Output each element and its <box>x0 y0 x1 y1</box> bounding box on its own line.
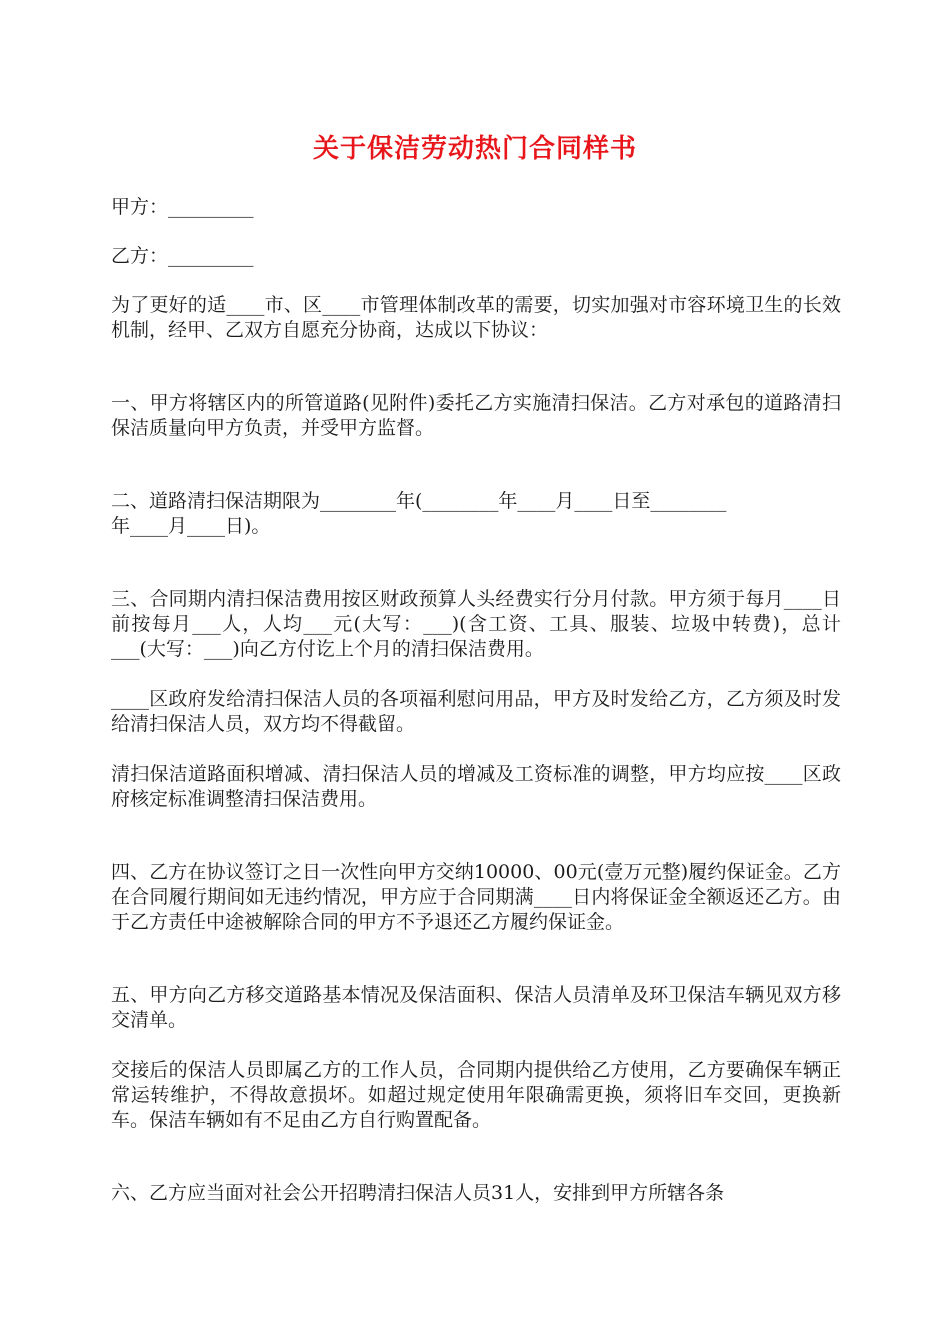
clause-2-line-2: 年____月____日)。 <box>111 515 271 537</box>
document-body <box>111 195 841 1206</box>
clause-5-handover-paragraph: 交接后的保洁人员即属乙方的工作人员，合同期内提供给乙方使用，乙方要确保车辆正常运转维护，不得故意损坏。如超过规定使用年限确需更换，须将旧车交回，更换新车。保洁车辆如有不足由乙方自行购置配备。 <box>111 1059 841 1131</box>
clause-6-paragraph: 六、乙方应当面对社会公开招聘清扫保洁人员31人，安排到甲方所辖各条 <box>111 1182 725 1204</box>
intro-paragraph: 为了更好的适____市、区____市管理体制改革的需要，切实加强对市容环境卫生的长效机制，经甲、乙双方自愿充分协商，达成以下协议： <box>111 294 841 341</box>
party-b-line: 乙方：_________ <box>111 245 254 267</box>
clause-2-line-1: 二、道路清扫保洁期限为________年(________年____月____日至________ <box>111 490 727 512</box>
clause-3-paragraph: 三、合同期内清扫保洁费用按区财政预算人头经费实行分月付款。甲方须于每月____日前按每月___人，人均___元(大写：___)(含工资、工具、服装、垃圾中转费)，总计___(大写：___)向乙方付讫上个月的清扫保洁费用。 <box>111 588 841 660</box>
clause-3-adjustment-paragraph: 清扫保洁道路面积增减、清扫保洁人员的增减及工资标准的调整，甲方均应按____区政府核定标准调整清扫保洁费用。 <box>111 763 841 810</box>
clause-5-paragraph: 五、甲方向乙方移交道路基本情况及保洁面积、保洁人员清单及环卫保洁车辆见双方移交清单。 <box>111 984 841 1031</box>
clause-4-paragraph: 四、乙方在协议签订之日一次性向甲方交纳10000、00元(壹万元整)履约保证金。乙方在合同履行期间如无违约情况，甲方应于合同期满____日内将保证金全额返还乙方。由于乙方责任中途被解除合同的甲方不予退还乙方履约保证金。 <box>111 861 841 933</box>
clause-3-welfare-paragraph: ____区政府发给清扫保洁人员的各项福利慰问用品，甲方及时发给乙方，乙方须及时发给清扫保洁人员，双方均不得截留。 <box>111 688 841 735</box>
document-title: 关于保洁劳动热门合同样书 <box>312 134 637 164</box>
party-a-line: 甲方：_________ <box>111 196 254 218</box>
clause-1-paragraph: 一、甲方将辖区内的所管道路(见附件)委托乙方实施清扫保洁。乙方对承包的道路清扫保洁质量向甲方负责，并受甲方监督。 <box>111 392 841 439</box>
